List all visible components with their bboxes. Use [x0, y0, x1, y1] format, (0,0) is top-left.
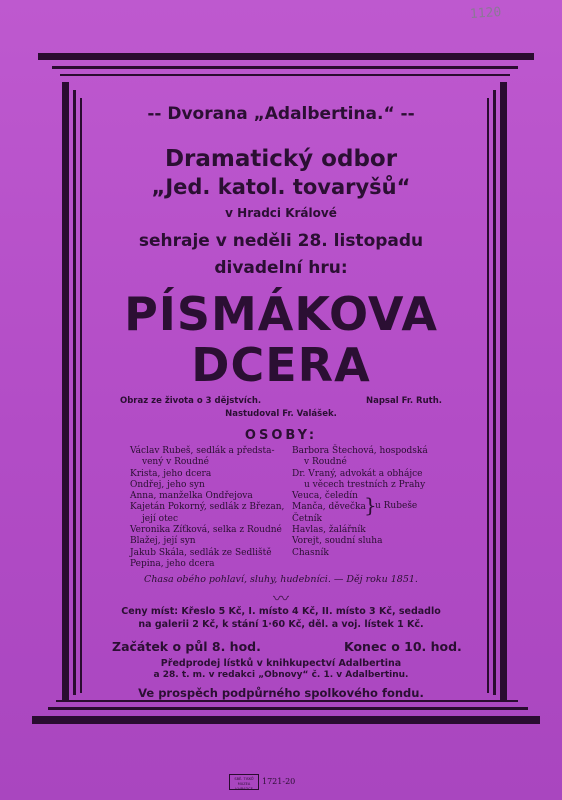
cast-entry: Havlas, žalářník — [292, 525, 366, 536]
handwritten-note: 1120 — [469, 4, 502, 23]
frame-top-outer — [38, 53, 534, 60]
cast-entry: Vorejt, soudní sluha — [292, 536, 383, 547]
presale-line-2: a 28. t. m. v redakci „Obnovy“ č. 1. v Adalbertinu. — [153, 670, 409, 680]
cast-entry: Kajetán Pokorný, sedlák z Březan, — [130, 502, 285, 513]
presale-line-1: Předprodej lístků v knihkupectví Adalbertina — [160, 658, 402, 669]
chorus-line: Chasa obého pohlaví, sluhy, hudebníci. — Děj roku 1851. — [144, 574, 418, 585]
frame-top-inner — [52, 66, 518, 69]
cast-entry: Václav Rubeš, sedlák a předsta- — [130, 446, 275, 456]
cast-group-suffix: u Rubeše — [375, 501, 418, 511]
club-name: Dramatický odbor — [164, 146, 398, 172]
cast-entry: Ondřej, jeho syn — [130, 479, 205, 490]
frame-bottom-inner — [48, 707, 528, 710]
performance-date: sehraje v neděli 28. listopadu — [138, 231, 424, 251]
cast-entry: v Roudné — [304, 457, 347, 468]
cast-group-brace: } — [364, 493, 377, 517]
end-time: Konec o 10. hod. — [344, 639, 462, 654]
cast-entry: Veuca, čeledín — [292, 491, 358, 502]
cast-entry: Krista, jeho dcera — [130, 468, 212, 479]
club-subname: „Jed. katol. tovaryšů“ — [151, 175, 411, 199]
play-title-line1: PÍSMÁKOVA — [124, 287, 438, 341]
prices-line-1: Ceny míst: Křeslo 5 Kč, I. místo 4 Kč, II. místo 3 Kč, sedadlo — [121, 606, 441, 617]
play-title-line2: DCERA — [191, 338, 371, 392]
cast-entry: Barbora Štechová, hospodská — [292, 446, 428, 456]
cast-entry: Četník — [292, 513, 322, 524]
cast-entry: Blažej, její syn — [130, 536, 196, 547]
frame-bottom-outer — [32, 716, 540, 724]
museum-stamp: SBĚ. TISKŮ MUZEA V.HRADCE — [229, 774, 259, 790]
cast-entry: Dr. Vraný, advokát a obhájce — [292, 468, 423, 479]
play-label: divadelní hru: — [214, 258, 348, 278]
frame-bottom-thin — [56, 700, 518, 702]
author-credit: Napsal Fr. Ruth. — [366, 396, 442, 406]
cast-entry: Anna, manželka Ondřejova — [130, 491, 253, 502]
cast-entry: Manča, děvečka — [292, 502, 366, 513]
start-time: Začátek o půl 8. hod. — [112, 639, 261, 654]
venue-line: -- Dvorana „Adalbertina.“ -- — [147, 104, 415, 124]
director-credit: Nastudoval Fr. Valášek. — [225, 409, 337, 419]
cast-entry: vený v Roudné — [142, 457, 209, 468]
cast-entry: Chasník — [292, 547, 329, 558]
prices-line-2: na galerii 2 Kč, k stání 1·60 Kč, děl. a voj. lístek 1 Kč. — [138, 619, 424, 630]
cast-entry: u věcech trestních z Prahy — [304, 479, 426, 490]
cast-list-left — [130, 446, 284, 570]
cast-entry: Veronika Zíťková, selka z Roudné — [130, 525, 282, 536]
benefit-line: Ve prospěch podpůrného spolkového fondu. — [138, 686, 424, 700]
cast-entry: Jakub Skála, sedlák ze Sedliště — [130, 547, 272, 558]
subtitle-left: Obraz ze života o 3 dějstvích. — [120, 396, 262, 406]
cast-heading: OSOBY: — [244, 428, 318, 443]
ornament: 〰 — [272, 589, 289, 608]
frame-top-thin — [60, 74, 510, 76]
cast-entry: Pepina, jeho dcera — [130, 558, 215, 569]
city-line: v Hradci Králové — [225, 206, 337, 220]
call-number: 1721-20 — [262, 777, 296, 786]
cast-entry: její otec — [142, 513, 179, 524]
